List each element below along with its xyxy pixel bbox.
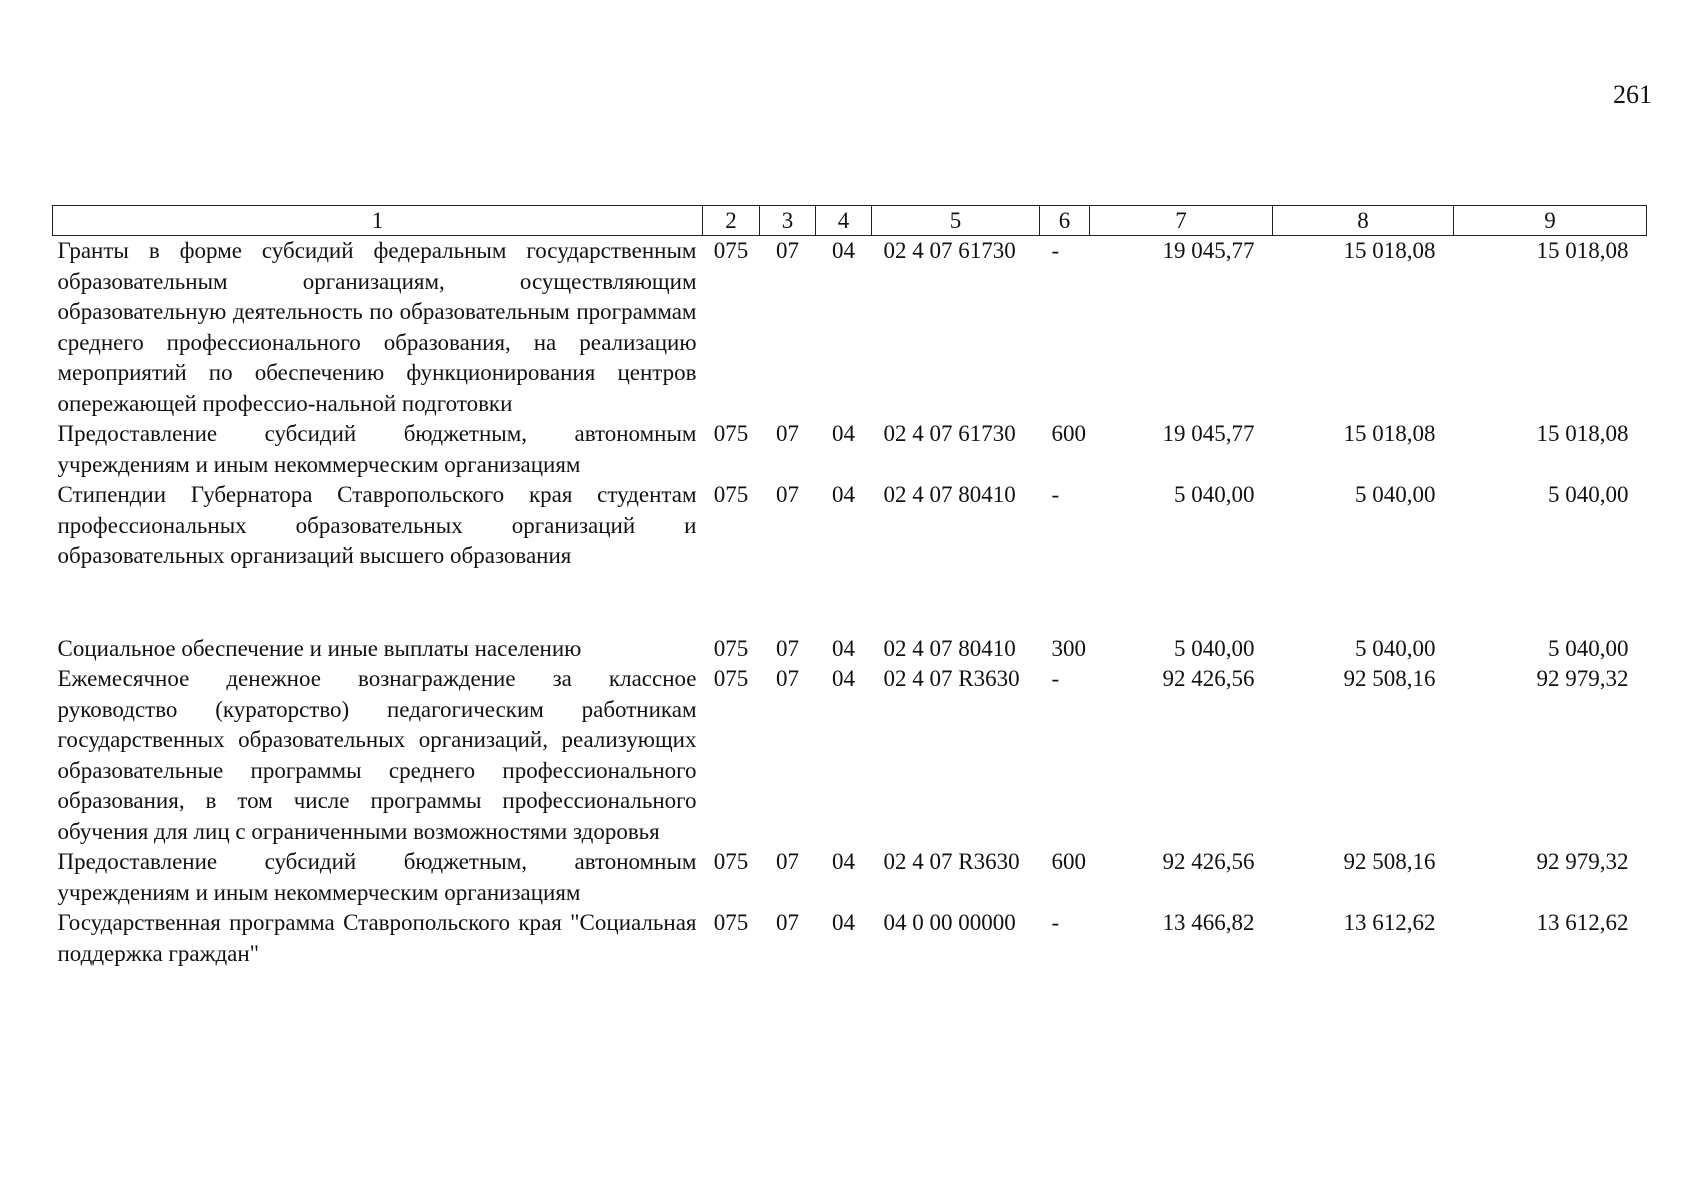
target-article-code: 04 0 00 00000 (883, 910, 1016, 935)
table-row (53, 480, 1647, 572)
target-article-code: 02 4 07 R3630 (883, 666, 1020, 691)
column-header-1: 1 (53, 206, 703, 236)
amount-col-9: 92 979,32 (1536, 849, 1629, 874)
target-article-code: 02 4 07 80410 (883, 635, 1016, 661)
subsection-code: 04 (832, 238, 855, 263)
amount-col-9: 13 612,62 (1536, 910, 1629, 935)
row-spacer (53, 572, 1647, 634)
table-row (53, 664, 1647, 847)
amount-col-7: 13 466,82 (1162, 910, 1255, 935)
amount-col-8: 5 040,00 (1355, 635, 1436, 661)
section-code: 07 (776, 910, 799, 935)
table-row (53, 419, 1647, 480)
row-name: Стипендии Губернатора Ставропольского края студентам профессиональных образовательных организаций и образовательных организаций высшего образования (57, 482, 697, 568)
table-row (53, 908, 1647, 969)
subsection-code: 04 (832, 421, 855, 446)
row-name: Государственная программа Ставропольского края "Социальная поддержка граждан" (57, 910, 697, 966)
column-header-4: 4 (816, 206, 872, 236)
section-code: 07 (776, 666, 799, 691)
row-name: Гранты в форме субсидий федеральным государственным образовательным организациям, осуществляющим образовательную деятельность по образовательным программам среднего профессионального образования, на реализацию мероприятий по обеспечению функционирования центров опережающей профессио-нальной подготовки (57, 238, 697, 416)
row-name: Ежемесячное денежное вознаграждение за классное руководство (кураторство) педагогическим работникам государственных образовательных организаций, реализующих образовательные программы среднего профессионального образования, в том числе программы профессионального обучения для лиц с ограниченными возможностями здоровья (57, 666, 697, 844)
expense-type-code: - (1051, 910, 1060, 935)
target-article-code: 02 4 07 80410 (883, 482, 1016, 507)
row-name: Предоставление субсидий бюджетным, автономным учреждениям и иным некоммерческим организациям (57, 421, 697, 477)
ministry-code: 075 (713, 482, 749, 507)
target-article-code: 02 4 07 61730 (883, 421, 1016, 446)
amount-col-8: 15 018,08 (1343, 238, 1436, 263)
subsection-code: 04 (832, 666, 855, 691)
amount-col-9: 15 018,08 (1536, 238, 1629, 263)
expense-type-code: 600 (1051, 421, 1086, 446)
subsection-code: 04 (832, 635, 855, 661)
amount-col-7: 92 426,56 (1162, 849, 1255, 874)
column-header-2: 2 (703, 206, 760, 236)
table-header-row (53, 206, 1647, 236)
ministry-code: 075 (713, 635, 749, 661)
page-number: 261 (1613, 80, 1652, 109)
table-row (53, 847, 1647, 908)
amount-col-7: 5 040,00 (1174, 635, 1255, 661)
amount-col-9: 15 018,08 (1536, 421, 1629, 446)
target-article-code: 02 4 07 R3630 (883, 849, 1020, 874)
ministry-code: 075 (713, 849, 749, 874)
section-code: 07 (776, 482, 799, 507)
amount-col-7: 19 045,77 (1162, 238, 1255, 263)
amount-col-9: 5 040,00 (1548, 635, 1629, 661)
column-header-3: 3 (760, 206, 816, 236)
amount-col-8: 5 040,00 (1355, 482, 1436, 507)
expense-type-code: 300 (1051, 635, 1086, 661)
section-code: 07 (776, 849, 799, 874)
budget-table (52, 205, 1647, 969)
amount-col-9: 5 040,00 (1548, 482, 1629, 507)
column-header-7: 7 (1090, 206, 1273, 236)
amount-col-7: 19 045,77 (1162, 421, 1255, 446)
expense-type-code: - (1051, 482, 1060, 507)
row-name: Социальное обеспечение и иные выплаты населению (57, 635, 582, 661)
expense-type-code: - (1051, 666, 1060, 691)
column-header-5: 5 (872, 206, 1040, 236)
expense-type-code: 600 (1051, 849, 1086, 874)
column-header-6: 6 (1040, 206, 1090, 236)
subsection-code: 04 (832, 482, 855, 507)
section-code: 07 (776, 421, 799, 446)
column-header-9: 9 (1454, 206, 1647, 236)
target-article-code: 02 4 07 61730 (883, 238, 1016, 263)
amount-col-8: 15 018,08 (1343, 421, 1436, 446)
amount-col-8: 92 508,16 (1343, 849, 1436, 874)
ministry-code: 075 (713, 666, 749, 691)
column-header-8: 8 (1273, 206, 1454, 236)
subsection-code: 04 (832, 910, 855, 935)
ministry-code: 075 (713, 238, 749, 263)
amount-col-8: 13 612,62 (1343, 910, 1436, 935)
amount-col-9: 92 979,32 (1536, 666, 1629, 691)
section-code: 07 (776, 238, 799, 263)
section-code: 07 (776, 635, 799, 661)
table-row (53, 634, 1647, 665)
amount-col-7: 5 040,00 (1174, 482, 1255, 507)
ministry-code: 075 (713, 421, 749, 446)
expense-type-code: - (1051, 238, 1060, 263)
amount-col-8: 92 508,16 (1343, 666, 1436, 691)
subsection-code: 04 (832, 849, 855, 874)
row-name: Предоставление субсидий бюджетным, автономным учреждениям и иным некоммерческим организациям (57, 849, 697, 905)
table-row-spacer (53, 572, 1647, 634)
table-row (53, 236, 1647, 420)
amount-col-7: 92 426,56 (1162, 666, 1255, 691)
ministry-code: 075 (713, 910, 749, 935)
